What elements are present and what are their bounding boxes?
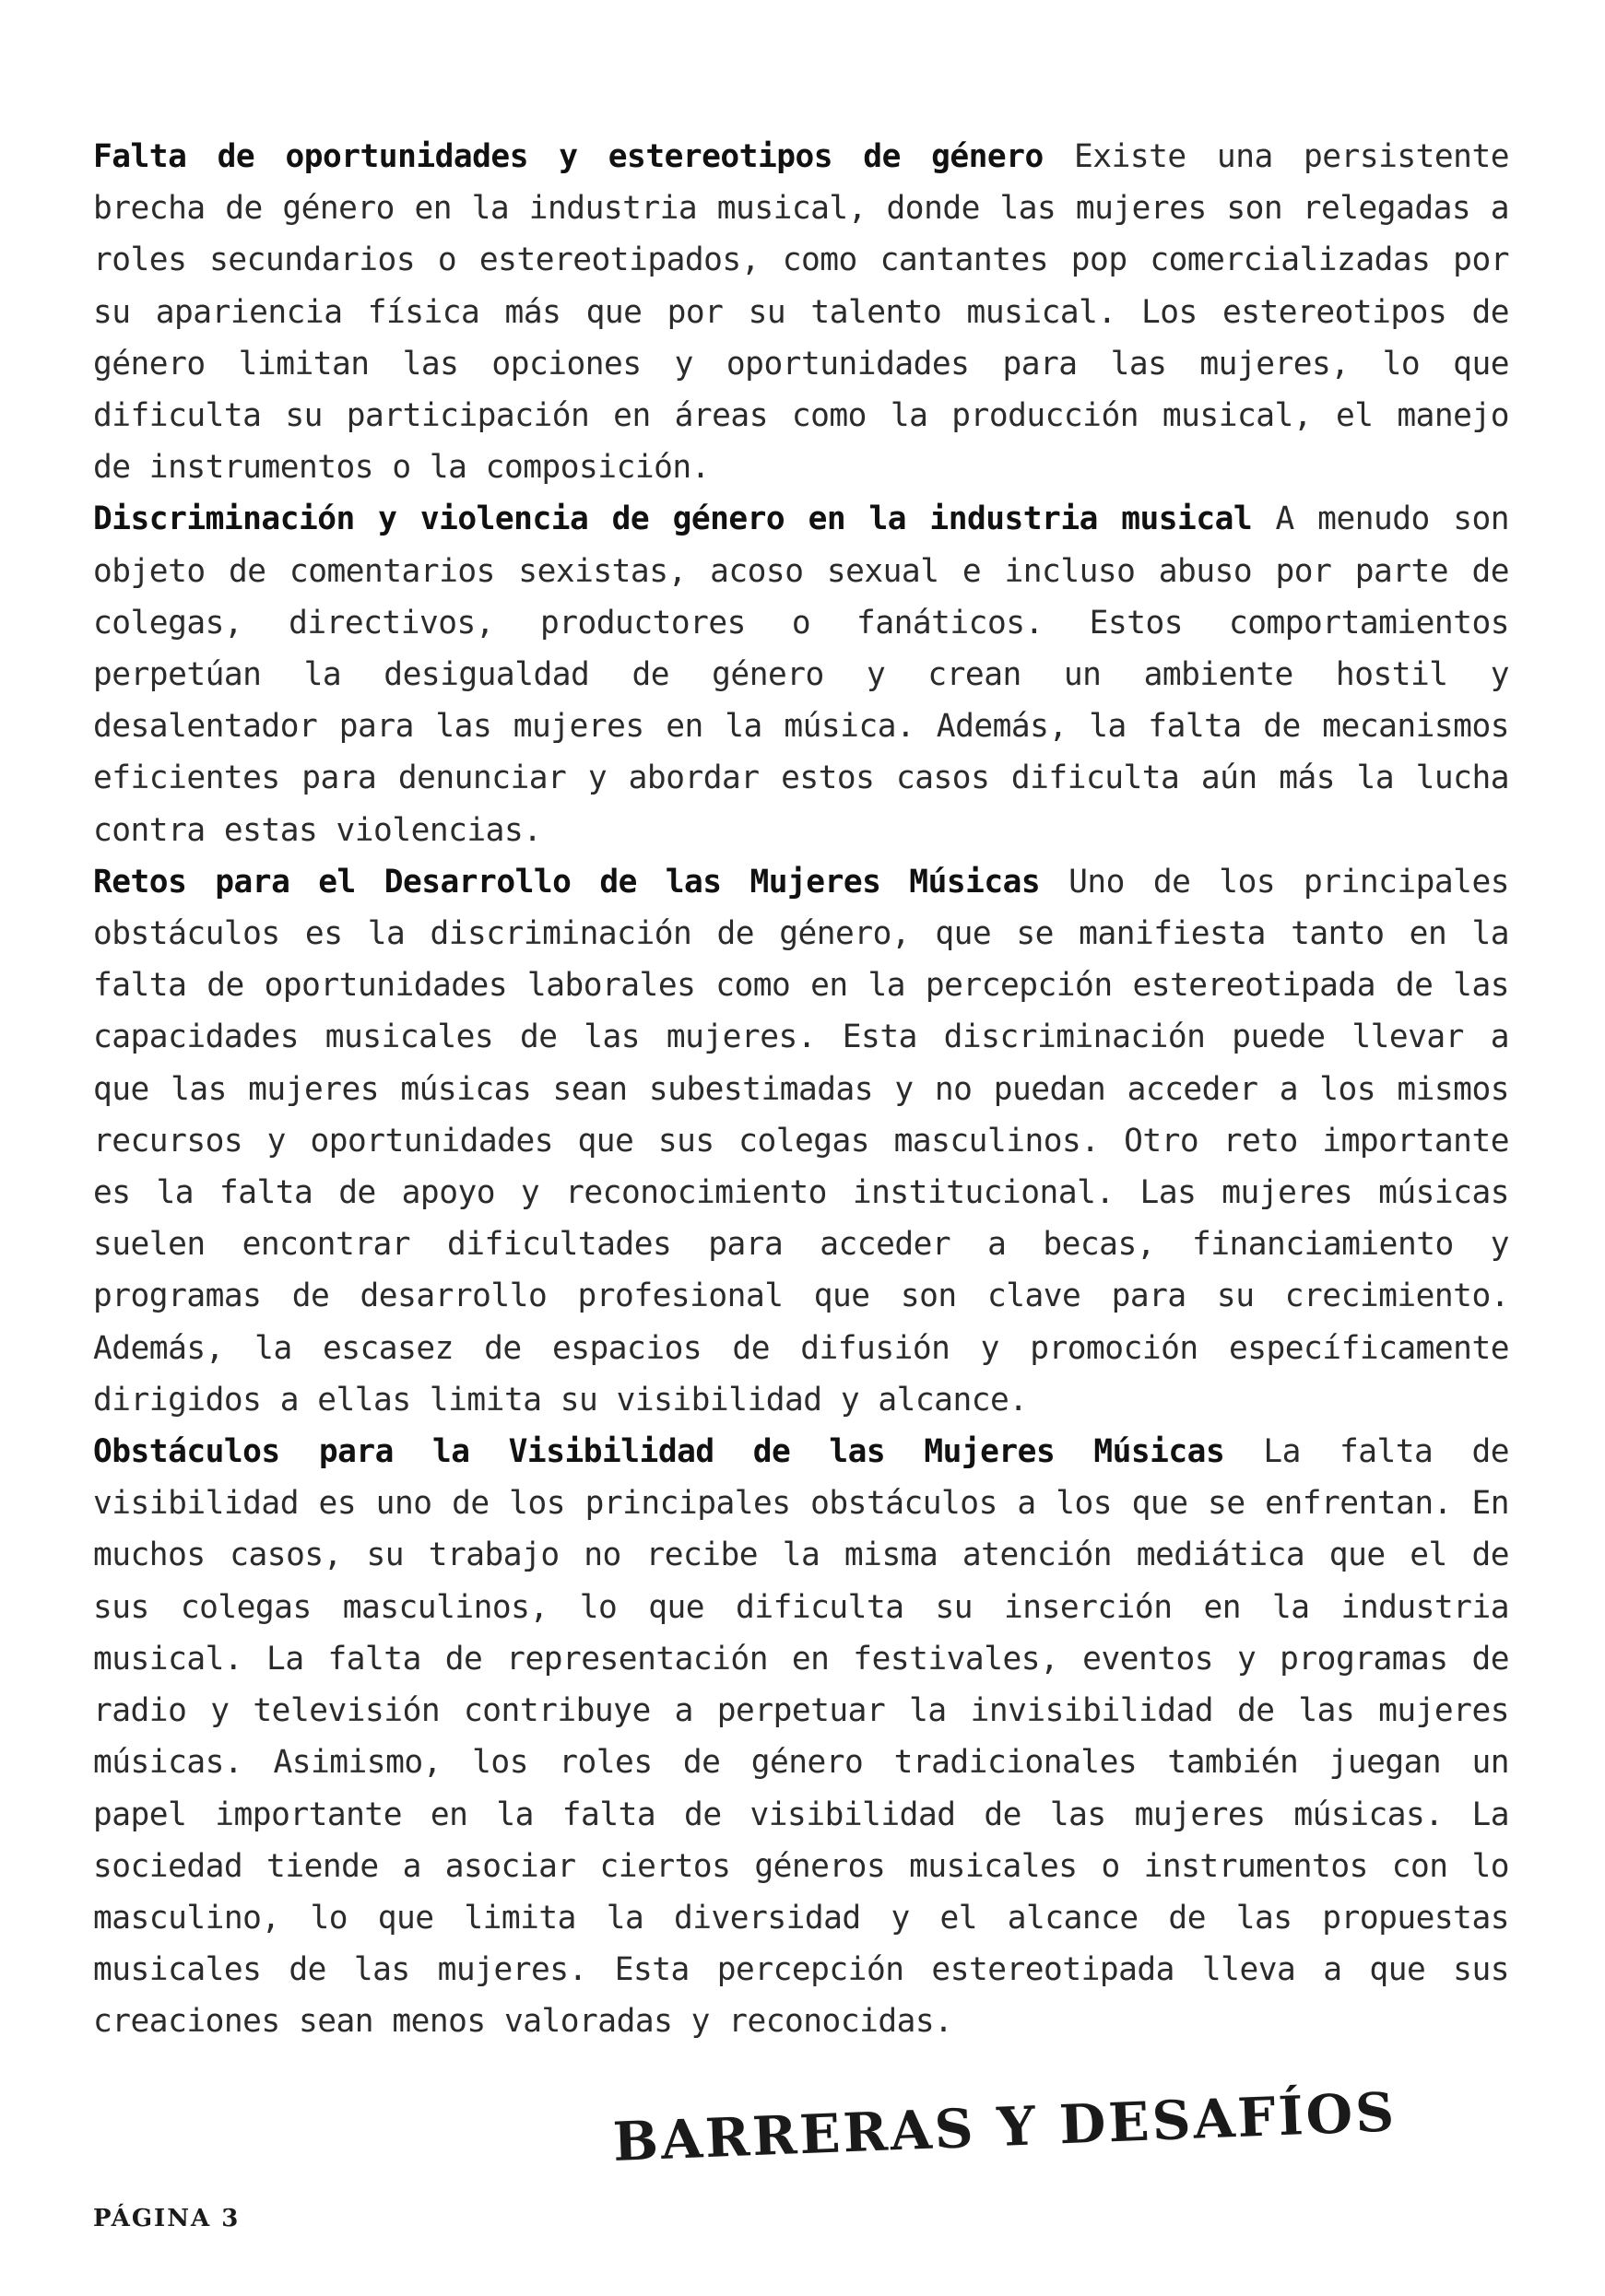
document-body [93,131,1509,2048]
section-text: A menudo son objeto de comentarios sexistas, acoso sexual e incluso abuso por parte de colegas, directivos, productores o fanáticos. Estos comportamientos perpetúan la desigualdad de género y crean un ambiente hostil y desalentador para las mujeres en la música. Además, la falta de mecanismos eficientes para denunciar y abordar estos casos dificulta aún más la lucha contra estas violencias. [93,500,1510,849]
section-heading: Obstáculos para la Visibilidad de las Mujeres Músicas [93,1433,1225,1471]
stamp-title: BARRERAS Y DESAFÍOS [611,2080,1398,2173]
section-heading: Discriminación y violencia de género en la industria musical [93,500,1253,538]
section-text: La falta de visibilidad es uno de los principales obstáculos a los que se enfrentan. En muchos casos, su trabajo no recibe la misma atención mediática que el de sus colegas masculinos, lo que dificulta su inserción en la industria musical. La falta de representación en festivales, eventos y programas de radio y televisión contribuye a perpetuar la invisibilidad de las mujeres músicas. Asimismo, los roles de género tradicionales también juegan un papel importante en la falta de visibilidad de las mujeres músicas. La sociedad tiende a asociar ciertos géneros musicales o instrumentos con lo masculino, lo que limita la diversidad y el alcance de las propuestas musicales de las mujeres. Esta percepción estereotipada lleva a que sus creaciones sean menos valoradas y reconocidas. [93,1433,1509,2041]
section-text: Uno de los principales obstáculos es la discriminación de género, que se manifiesta tanto en la falta de oportunidades laborales como en la percepción estereotipada de las capacidades musicales de las mujeres. Esta discriminación puede llevar a que las mujeres músicas sean subestimadas y no puedan acceder a los mismos recursos y oportunidades que sus colegas masculinos. Otro reto importante es la falta de apoyo y reconocimiento institucional. Las mujeres músicas suelen encontrar dificultades para acceder a becas, financiamiento y programas de desarrollo profesional que son clave para su crecimiento. Además, la escasez de espacios de difusión y promoción específicamente dirigidos a ellas limita su visibilidad y alcance. [93,863,1509,1419]
page-number: PÁGINA 3 [93,2205,241,2232]
section-heading: Falta de oportunidades y estereotipos de género [93,138,1044,175]
paragraph-discrimination-violence [93,493,1509,855]
section-heading: Retos para el Desarrollo de las Mujeres Músicas [93,863,1041,901]
paragraph-visibility-obstacles [93,1426,1509,2047]
section-text: Existe una persistente brecha de género en la industria musical, donde las mujeres son relegadas a roles secundarios o estereotipados, como cantantes pop comercializadas por su apariencia física más que por su talento musical. Los estereotipos de género limitan las opciones y oportunidades para las mujeres, lo que dificulta su participación en áreas como la producción musical, el manejo de instrumentos o la composición. [93,138,1509,487]
paragraph-gender-stereotypes [93,131,1509,493]
paragraph-development-challenges [93,856,1509,1426]
